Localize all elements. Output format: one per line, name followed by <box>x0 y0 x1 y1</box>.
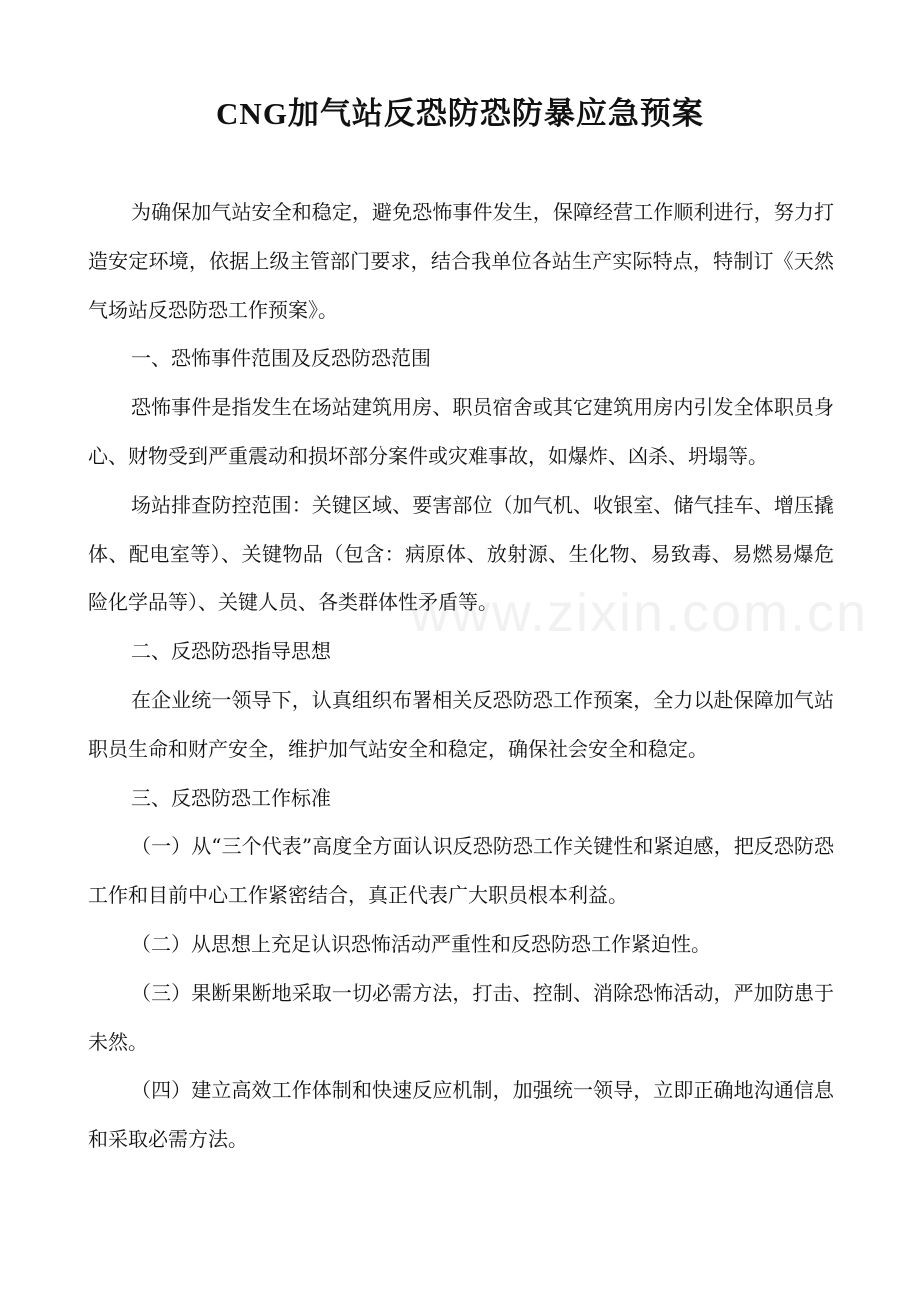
section-heading-1: 一、恐怖事件范围及反恐防恐范围 <box>131 346 431 371</box>
paragraph-control-scope: 场站排查防控范围：关键区域、要害部位（加气机、收银室、储气挂车、增压撬体、配电室等）、关键物品（包含：病原体、放射源、生化物、易致毒、易燃易爆危险化学品等）、关键人员、各类群体性矛盾等。 <box>88 492 834 615</box>
paragraph-standard-1: （一）从“三个代表”高度全方面认识反恐防恐工作关键性和紧迫感，把反恐防恐工作和目前中心工作紧密结合，真正代表广大职员根本利益。 <box>88 834 834 908</box>
section-heading-2: 二、反恐防恐指导思想 <box>131 639 331 664</box>
section-heading-3: 三、反恐防恐工作标准 <box>131 785 331 810</box>
paragraph-standard-4: （四）建立高效工作体制和快速反应机制，加强统一领导，立即正确地沟通信息和采取必需方法。 <box>88 1078 834 1152</box>
paragraph-terror-definition: 恐怖事件是指发生在场站建筑用房、职员宿舍或其它建筑用房内引发全体职员身心、财物受到严重震动和损坏部分案件或灾难事故，如爆炸、凶杀、坍塌等。 <box>88 395 834 468</box>
paragraph-standard-3: （三）果断果断地采取一切必需方法，打击、控制、消除恐怖活动，严加防患于未然。 <box>88 980 834 1054</box>
watermark: www.zixin.com.cn <box>410 583 869 643</box>
page-title: CNG加气站反恐防恐防暴应急预案 <box>216 96 704 131</box>
document-body <box>88 188 834 1164</box>
paragraph-standard-2: （二）从思想上充足认识恐怖活动严重性和反恐防恐工作紧迫性。 <box>131 931 711 956</box>
paragraph-guiding-idea: 在企业统一领导下，认真组织布署相关反恐防恐工作预案，全力以赴保障加气站职员生命和财产安全，维护加气站安全和稳定，确保社会安全和稳定。 <box>88 687 834 761</box>
paragraph-intro: 为确保加气站安全和稳定，避免恐怖事件发生，保障经营工作顺利进行，努力打造安定环境，依据上级主管部门要求，结合我单位各站生产实际特点，特制订《天然气场站反恐防恐工作预案》。 <box>88 200 834 322</box>
